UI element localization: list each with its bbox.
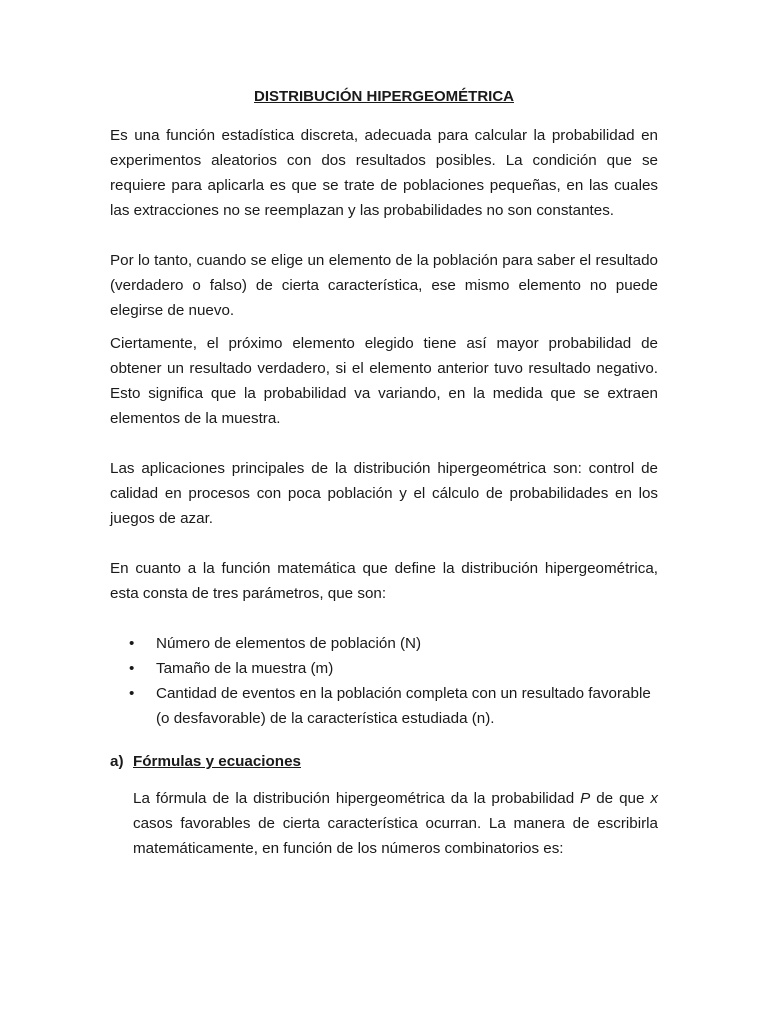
list-item — [110, 631, 658, 656]
parameter-text: Cantidad de eventos en la población completa con un resultado favorable (o desfavorable) de la característica estudiada (n). — [156, 685, 651, 727]
formula-text-part: de que — [590, 790, 651, 807]
document-page — [110, 84, 658, 861]
bullet-icon: • — [129, 635, 135, 652]
section-label: a) — [110, 753, 124, 770]
bullet-icon: • — [129, 660, 135, 677]
paragraph-selection: Por lo tanto, cuando se elige un elemento de la población para saber el resultado (verdadero o falso) de cierta característica, ese mismo elemento no puede elegirse de nuevo. — [110, 252, 658, 319]
variable-p: P — [580, 790, 591, 807]
document-title: DISTRIBUCIÓN HIPERGEOMÉTRICA — [253, 88, 514, 105]
bullet-icon: • — [129, 685, 135, 702]
section-heading-text: Fórmulas y ecuaciones — [133, 753, 301, 770]
paragraph-definition: Es una función estadística discreta, adecuada para calcular la probabilidad en experimentos aleatorios con dos resultados posibles. La condición que se requiere para aplicarla es que se trate de poblaciones pequeñas, en las cuales las extracciones no se reemplazan y las probabilidades no son constantes. — [110, 127, 658, 219]
parameter-text: Tamaño de la muestra (m) — [156, 660, 334, 677]
list-item — [110, 656, 658, 681]
parameters-list — [110, 631, 658, 731]
section-heading-formulas — [110, 749, 658, 774]
paragraph-applications: Las aplicaciones principales de la distribución hipergeométrica son: control de calidad en procesos con poca población y el cálculo de probabilidades en los juegos de azar. — [110, 460, 658, 527]
formula-text-part: casos favorables de cierta característica ocurran. La manera de escribirla matemáticamente, en función de los números combinatorios es: — [133, 815, 658, 857]
paragraph-parameters-intro: En cuanto a la función matemática que define la distribución hipergeométrica, esta consta de tres parámetros, que son: — [110, 560, 658, 602]
formula-text-part: La fórmula de la distribución hipergeométrica da la probabilidad — [133, 790, 581, 807]
variable-x: x — [650, 790, 658, 807]
list-item — [110, 681, 658, 731]
paragraph-probability-variation: Ciertamente, el próximo elemento elegido tiene así mayor probabilidad de obtener un resultado verdadero, si el elemento anterior tuvo resultado negativo. Esto significa que la probabilidad va variando, en la medida que se extraen elementos de la muestra. — [110, 335, 658, 427]
parameter-text: Número de elementos de población (N) — [156, 635, 422, 652]
paragraph-formula-intro — [133, 786, 658, 861]
